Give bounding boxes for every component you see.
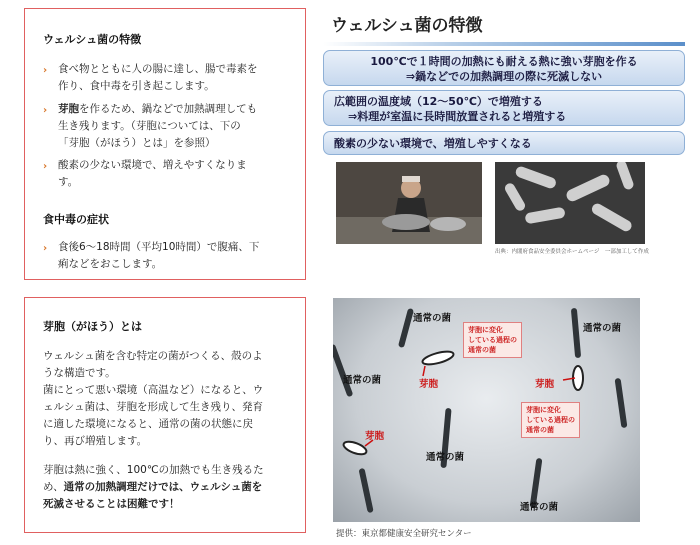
spore-box (24, 297, 306, 533)
bullet-item: › 食べ物とともに人の腸に達し、腸で毒素を 作り、食中毒を引き起こします。 (43, 63, 258, 92)
normal-bacteria-label: 通常の菌 (520, 502, 559, 513)
photo-caption: 出典：内閣府食品安全委員会ホームページ 一部加工して作成 (495, 249, 649, 255)
microscope-credit: 提供：東京都健康安全研究センター (336, 529, 472, 539)
bullet-arrow-icon: › (43, 65, 48, 76)
spore-label: 芽胞 (535, 379, 555, 390)
right-title: ウェルシュ菌の特徴 (331, 16, 483, 36)
sem-bacteria-photo (495, 162, 645, 244)
spore-label: 芽胞 (365, 431, 385, 442)
spore-heading: 芽胞（がほう）とは (43, 320, 142, 333)
spore-warning: 芽胞は熱に強く、100℃の加熱でも生き残るた め、通常の加熱調理だけでは、ウェルシュ菌を 死滅させることは困難です！ (43, 464, 264, 510)
forming-spore-note: 芽胞に変化 している過程の 通常の菌 (463, 322, 522, 358)
microscope-photo (333, 298, 640, 522)
symptoms-heading: 食中毒の症状 (43, 213, 109, 226)
forming-spore-note: 芽胞に変化 している過程の 通常の菌 (521, 402, 580, 438)
normal-bacteria-label: 通常の菌 (426, 452, 465, 463)
feature-pill-heat: 100℃で１時間の加熱にも耐える熱に強い芽胞を作る ⇒鍋などでの加熱調理の際に死滅しない (323, 50, 685, 86)
spore-description: ウェルシュ菌を含む特定の菌がつくる、殻のよ うな構造です。 菌にとって悪い環境（高温など）になると、ウ ェルシュ菌は、芽胞を形成して生き残り、発育 に適した環境になると、通常の菌の状態に戻 り、再び増殖します。 (43, 350, 264, 447)
bullet-item: › 食後6～18時間（平均10時間）で腹痛、下 痢などをおこします。 (43, 241, 260, 270)
bullet-item: › 酸素の少ない環境で、増えやすくなりま す。 (43, 159, 247, 188)
title-underline (323, 42, 685, 46)
normal-bacteria-label: 通常の菌 (413, 313, 452, 324)
bullet-item: › 芽胞を作るため、鍋などで加熱調理しても 生き残ります。（芽胞については、下の 「芽胞（がほう）とは」を参照） (43, 103, 258, 149)
bullet-arrow-icon: › (43, 243, 48, 254)
features-heading: ウェルシュ菌の特徴 (43, 33, 142, 46)
features-box (24, 8, 306, 280)
normal-bacteria-label: 通常の菌 (343, 375, 382, 386)
feature-pill-oxygen: 酸素の少ない環境で、増殖しやすくなる (323, 131, 685, 155)
bullet-arrow-icon: › (43, 105, 48, 116)
bullet-arrow-icon: › (43, 161, 48, 172)
normal-bacteria-label: 通常の菌 (583, 323, 622, 334)
feature-pill-temperature: 広範囲の温度域（12～50℃）で増殖する ⇒料理が室温に長時間放置されると増殖する (323, 90, 685, 126)
spore-label: 芽胞 (419, 379, 439, 390)
cooking-photo (336, 162, 482, 244)
